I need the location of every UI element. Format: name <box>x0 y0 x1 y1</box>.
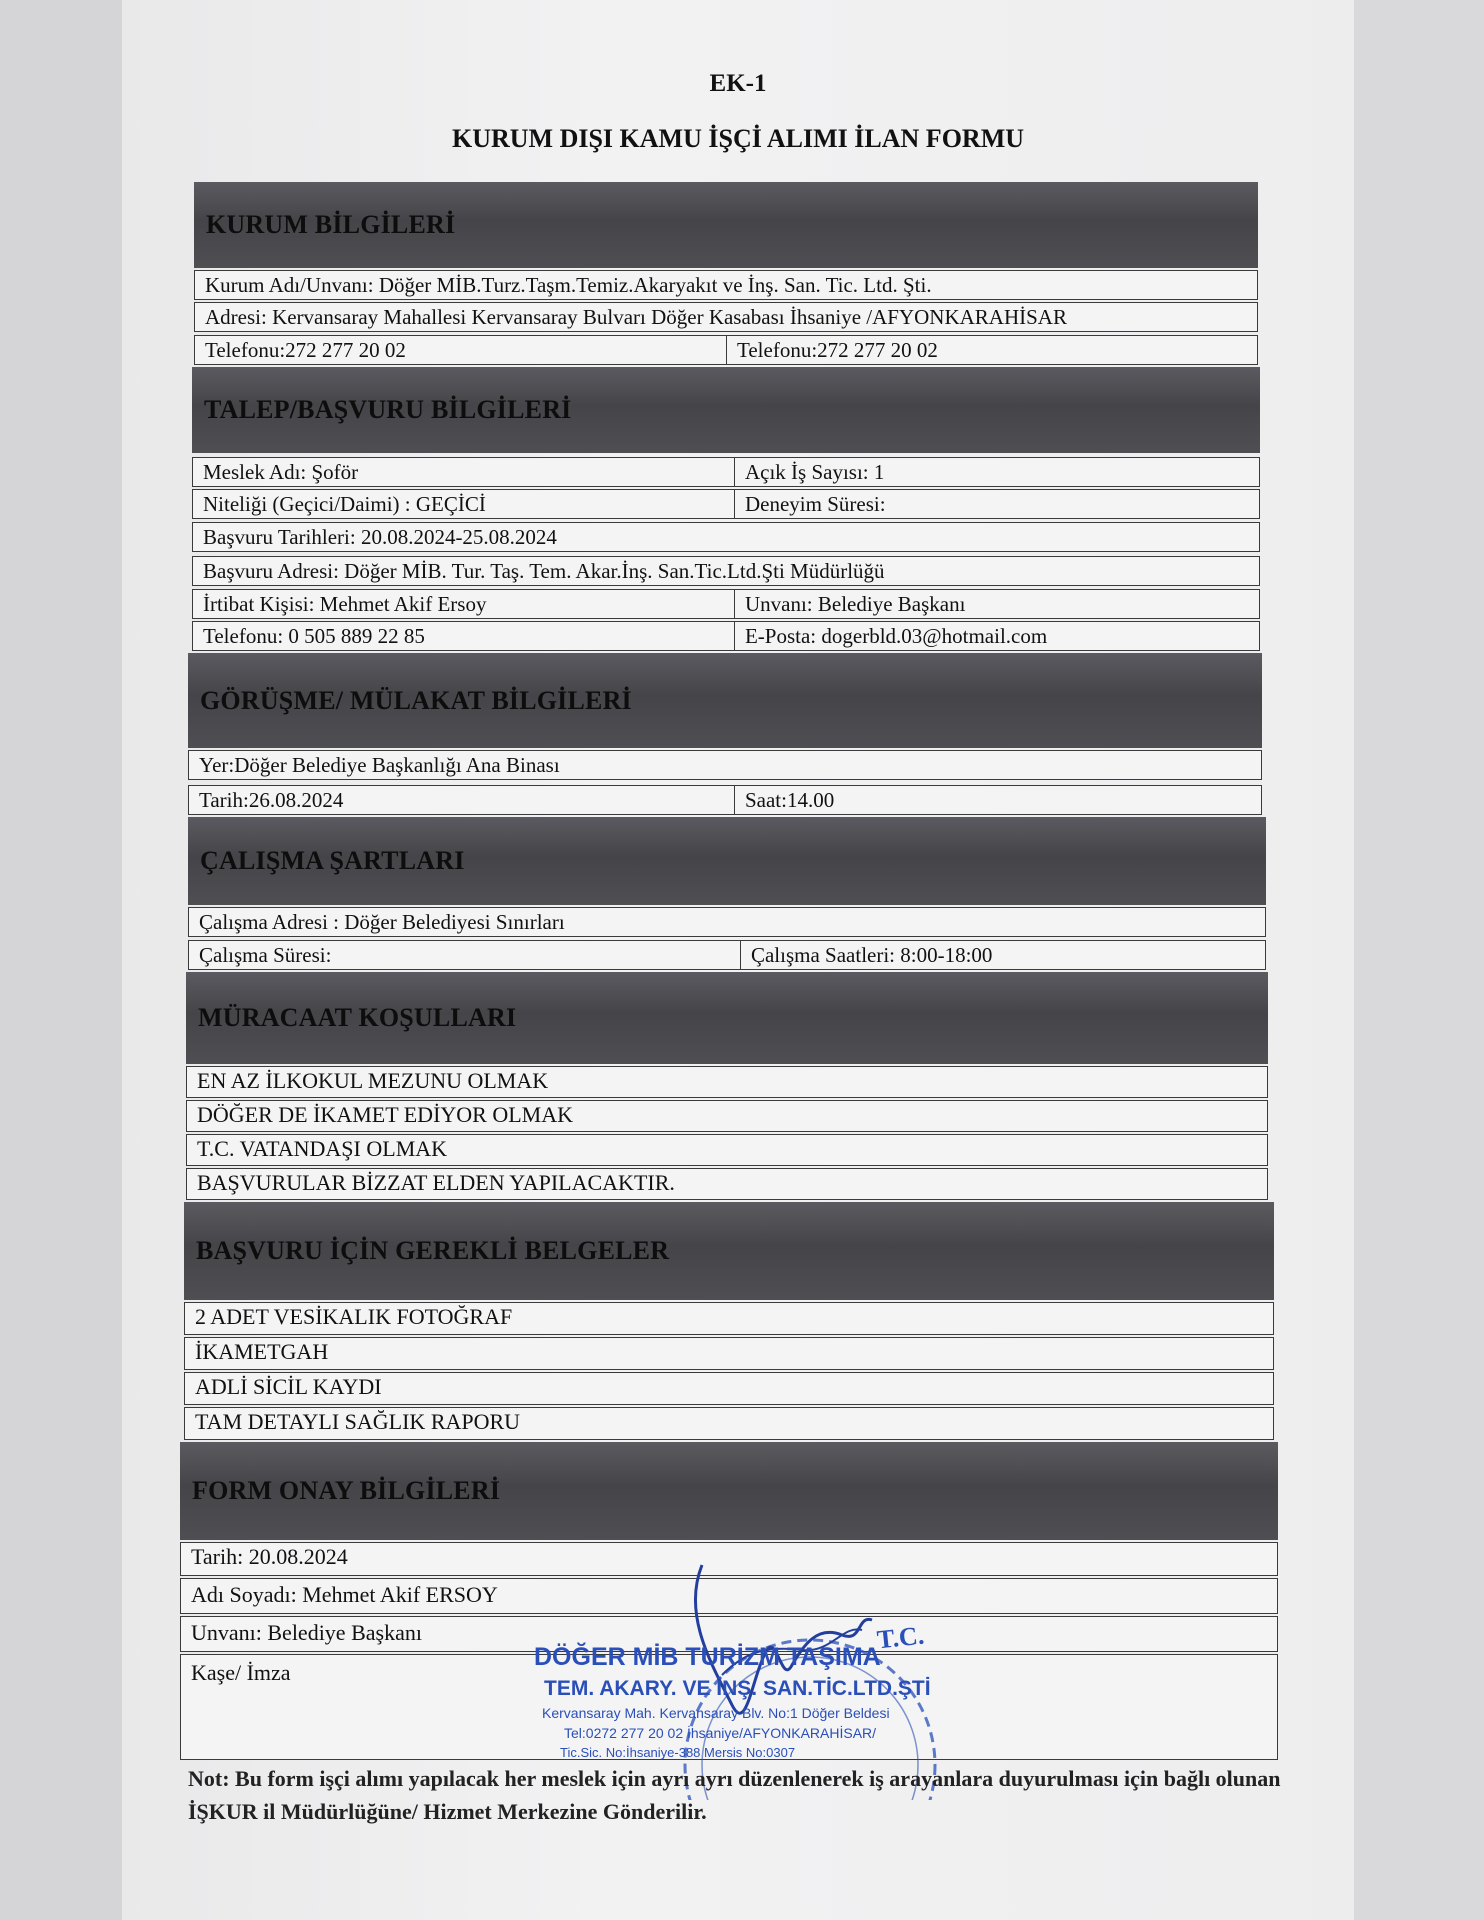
list-item <box>184 1302 1274 1335</box>
kurum-adres: Adresi: Kervansaray Mahallesi Kervansaray Bulvarı Döğer Kasabası İhsaniye /AFYONKARAHİSAR <box>205 305 1067 329</box>
appendix-label: EK-1 <box>709 70 767 97</box>
list-item <box>184 1372 1274 1405</box>
belge-1: 2 ADET VESİKALIK FOTOĞRAF <box>195 1304 513 1329</box>
belge-4: TAM DETAYLI SAĞLIK RAPORU <box>195 1409 521 1434</box>
row-iletisim <box>192 621 1260 651</box>
section-belgeler-title: BAŞVURU İÇİN GEREKLİ BELGELER <box>196 1236 670 1265</box>
onay-tarihi: Tarih: 20.08.2024 <box>191 1544 348 1569</box>
list-item <box>184 1407 1274 1440</box>
muracaat-kosulu-4: BAŞVURULAR BİZZAT ELDEN YAPILACAKTIR. <box>197 1170 675 1195</box>
footer-note: Not: Bu form işçi alımı yapılacak her meslek için ayrı ayrı düzenlenerek iş arayanlara duyurulması için bağlı olunan İŞKUR il Müdürlüğüne/ Hizmet Merkezine Gönderilir. <box>188 1766 1281 1824</box>
list-item <box>186 1066 1268 1098</box>
meslek-adi: Meslek Adı: Şoför <box>203 460 359 484</box>
basvuru-tarihleri: Başvuru Tarihleri: 20.08.2024-25.08.2024 <box>203 525 557 549</box>
section-talep-title: TALEP/BAŞVURU BİLGİLERİ <box>204 395 572 424</box>
e-posta: E-Posta: dogerbld.03@hotmail.com <box>734 622 1259 650</box>
seal-text: T.C. <box>875 1620 926 1655</box>
belge-2: İKAMETGAH <box>195 1339 329 1364</box>
row-basvuru-adresi <box>192 556 1260 586</box>
irtibat-unvani: Unvanı: Belediye Başkanı <box>734 590 1259 618</box>
gorusme-tarihi: Tarih:26.08.2024 <box>199 788 344 812</box>
kurum-telefon-2: Telefonu:272 277 20 02 <box>726 336 1257 364</box>
row-calisma-adresi <box>188 907 1266 937</box>
stamp-line-2: TEM. AKARY. VE İNŞ. SAN.TİC.LTD.ŞTİ <box>544 1677 931 1700</box>
list-item <box>186 1134 1268 1166</box>
irtibat-kisisi: İrtibat Kişisi: Mehmet Akif Ersoy <box>203 592 487 616</box>
belge-3: ADLİ SİCİL KAYDI <box>195 1374 382 1399</box>
muracaat-kosulu-1: EN AZ İLKOKUL MEZUNU OLMAK <box>197 1068 549 1093</box>
stamp-line-5: Tic.Sic. No:İhsaniye-388 Mersis No:0307 <box>560 1745 796 1760</box>
row-yer <box>188 750 1262 780</box>
row-kurum-adi <box>194 270 1258 300</box>
row-nitelik <box>192 489 1260 519</box>
onay-unvani: Unvanı: Belediye Başkanı <box>191 1620 422 1645</box>
row-kurum-telefon <box>194 335 1258 365</box>
section-belgeler <box>184 1202 1274 1300</box>
calisma-suresi: Çalışma Süresi: <box>199 943 332 967</box>
section-onay <box>180 1442 1278 1540</box>
stamp-line-1: DÖĞER MİB TURİZM TAŞIMA <box>534 1643 881 1671</box>
form-title: KURUM DIŞI KAMU İŞÇİ ALIMI İLAN FORMU <box>451 124 1025 153</box>
row-kurum-adres <box>194 302 1258 332</box>
row-meslek <box>192 457 1260 487</box>
section-muracaat <box>186 972 1268 1064</box>
onay-adi-soyadi: Adı Soyadı: Mehmet Akif ERSOY <box>191 1582 498 1607</box>
form-page <box>122 0 1354 1920</box>
section-onay-title: FORM ONAY BİLGİLERİ <box>192 1476 501 1505</box>
basvuru-adresi: Başvuru Adresi: Döğer MİB. Tur. Taş. Tem. Akar.İnş. San.Tic.Ltd.Şti Müdürlüğü <box>203 559 885 583</box>
section-gorusme <box>188 653 1262 748</box>
list-item <box>186 1100 1268 1132</box>
background-right <box>1354 0 1484 1920</box>
muracaat-kosulu-2: DÖĞER DE İKAMET EDİYOR OLMAK <box>197 1102 574 1127</box>
row-gorusme-tarih <box>188 785 1262 815</box>
section-kurum-title: KURUM BİLGİLERİ <box>206 210 456 239</box>
kase-imza-label: Kaşe/ İmza <box>191 1660 291 1685</box>
stamp-line-4: Tel:0272 277 20 02 İhsaniye/AFYONKARAHİSAR/ <box>564 1725 877 1741</box>
section-calisma <box>188 817 1266 905</box>
row-basvuru-tarihleri <box>192 522 1260 552</box>
deneyim-suresi: Deneyim Süresi: <box>734 490 1259 518</box>
section-calisma-title: ÇALIŞMA ŞARTLARI <box>200 846 465 875</box>
gorusme-saati: Saat:14.00 <box>734 786 1261 814</box>
acik-is-sayisi: Açık İş Sayısı: 1 <box>734 458 1259 486</box>
muracaat-kosulu-3: T.C. VATANDAŞI OLMAK <box>197 1136 448 1161</box>
row-irtibat <box>192 589 1260 619</box>
section-kurum <box>194 182 1258 268</box>
stamp-line-3: Kervansaray Mah. Kervansaray Blv. No:1 Döğer Beldesi <box>542 1705 890 1721</box>
calisma-adresi: Çalışma Adresi : Döğer Belediyesi Sınırları <box>199 910 565 934</box>
kurum-telefon-1: Telefonu:272 277 20 02 <box>205 338 406 362</box>
kurum-adi: Kurum Adı/Unvanı: Döğer MİB.Turz.Taşm.Temiz.Akaryakıt ve İnş. San. Tic. Ltd. Şti. <box>205 273 932 297</box>
gorusme-yeri: Yer:Döğer Belediye Başkanlığı Ana Binası <box>199 753 560 777</box>
irtibat-telefonu: Telefonu: 0 505 889 22 85 <box>203 624 425 648</box>
section-talep <box>192 367 1260 453</box>
list-item <box>186 1168 1268 1200</box>
row-calisma-suresi <box>188 940 1266 970</box>
background-left <box>0 0 122 1920</box>
section-gorusme-title: GÖRÜŞME/ MÜLAKAT BİLGİLERİ <box>200 685 632 715</box>
list-item <box>184 1337 1274 1370</box>
calisma-saatleri: Çalışma Saatleri: 8:00-18:00 <box>740 941 1265 969</box>
section-muracaat-title: MÜRACAAT KOŞULLARI <box>198 1003 517 1032</box>
nitelik: Niteliği (Geçici/Daimi) : GEÇİCİ <box>203 492 486 516</box>
